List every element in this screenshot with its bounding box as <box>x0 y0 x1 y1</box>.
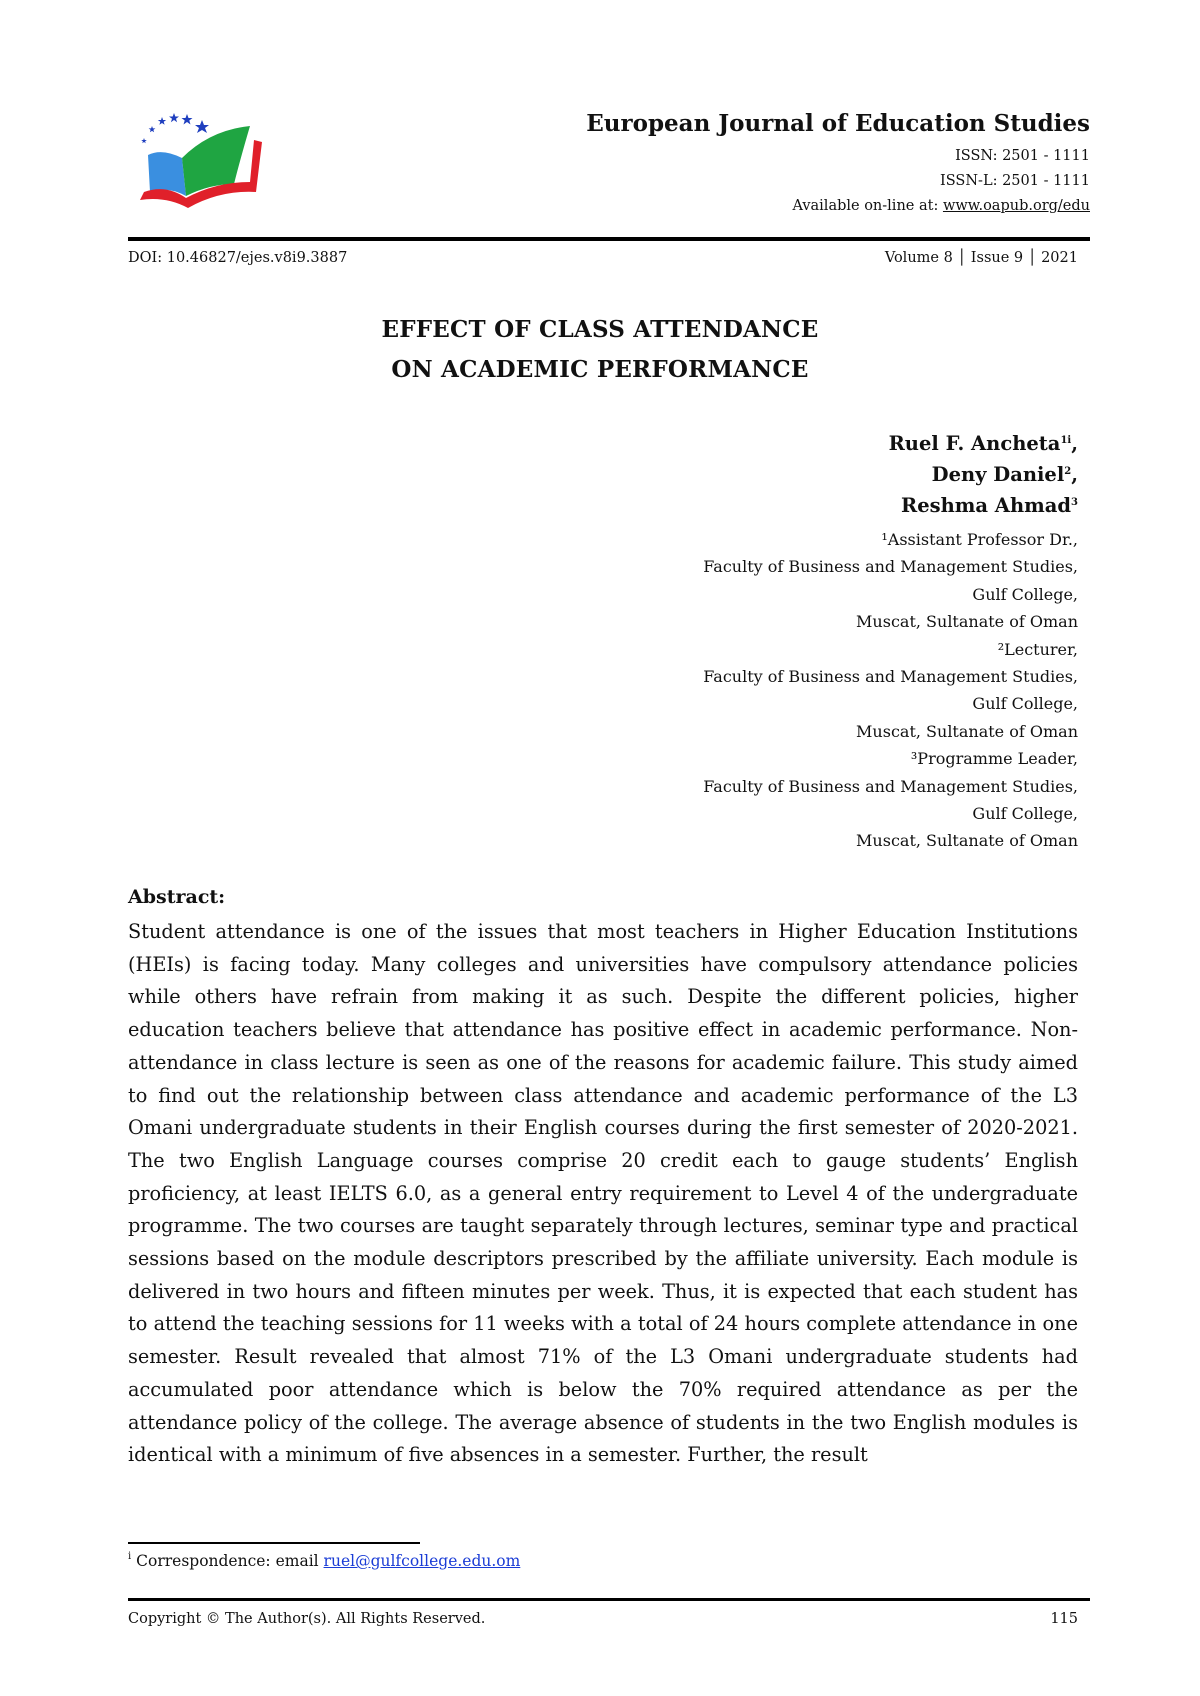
affiliation-line: Muscat, Sultanate of Oman <box>856 612 1078 632</box>
footnote <box>128 1552 520 1570</box>
affiliation-line: Gulf College, <box>972 694 1078 714</box>
doi: DOI: 10.46827/ejes.v8i9.3887 <box>128 250 348 266</box>
article-title-line-1: EFFECT OF CLASS ATTENDANCE <box>381 316 819 343</box>
issn: ISSN: 2501 - 1111 <box>955 148 1090 164</box>
abstract-heading: Abstract: <box>128 886 226 908</box>
journal-url-link[interactable]: www.oapub.org/edu <box>942 198 1090 214</box>
affiliation-line: Muscat, Sultanate of Oman <box>856 831 1078 851</box>
affiliation-line: Faculty of Business and Management Studies, <box>703 557 1078 577</box>
online-availability <box>792 198 1090 214</box>
footnote-prefix: Correspondence: email <box>131 1552 324 1570</box>
journal-title: European Journal of Education Studies <box>586 110 1090 137</box>
affiliation-line: ³Programme Leader, <box>910 749 1078 769</box>
affiliation-line: Gulf College, <box>972 804 1078 824</box>
online-prefix: Available on-line at: <box>792 198 943 214</box>
header-rule <box>128 237 1090 241</box>
affiliation-line: Muscat, Sultanate of Oman <box>856 721 1078 741</box>
journal-logo <box>140 100 270 210</box>
footer-rule <box>128 1598 1090 1601</box>
author-list <box>889 428 1078 521</box>
affiliation-line: ²Lecturer, <box>997 639 1078 659</box>
page-number: 115 <box>1050 1611 1078 1627</box>
volume-issue-year: Volume 8 │ Issue 9 │ 2021 <box>884 250 1078 266</box>
copyright: Copyright © The Author(s). All Rights Reserved. <box>128 1611 486 1627</box>
affiliation-line: Gulf College, <box>972 584 1078 604</box>
footnote-marker: i <box>128 1551 132 1562</box>
footnote-rule <box>128 1542 420 1544</box>
affiliation-line: ¹Assistant Professor Dr., <box>881 530 1078 549</box>
correspondence-email-link[interactable]: ruel@gulfcollege.edu.om <box>323 1552 521 1570</box>
author: Deny Daniel$^2$, <box>931 463 1078 486</box>
article-title-line-2: ON ACADEMIC PERFORMANCE <box>391 356 809 383</box>
issn-l: ISSN-L: 2501 - 1111 <box>940 173 1090 189</box>
author: Reshma Ahmad$^3$ <box>900 494 1078 517</box>
open-book-stars-icon <box>140 100 270 210</box>
affiliation-line: Faculty of Business and Management Studies, <box>703 667 1078 687</box>
author: Ruel F. Ancheta$^{1i}$, <box>888 432 1078 455</box>
affiliations <box>703 526 1078 855</box>
affiliation-line: Faculty of Business and Management Studies, <box>703 776 1078 796</box>
abstract-body: Student attendance is one of the issues that most teachers in Higher Education Institutions (HEIs) is facing today. Many colleges and universities have compulsory attendance policies while others have refrain from making it as such. Despite the different policies, higher education teachers believe that attendance has positive effect in academic performance. Non-attendance in class lecture is seen as one of the reasons for academic failure. This study aimed to find out the relationship between class attendance and academic performance of the L3 Omani undergraduate students in their English courses during the first semester of 2020-2021. The two English Language courses comprise 20 credit each to gauge students’ English proficiency, at least IELTS 6.0, as a general entry requirement to Level 4 of the undergraduate programme. The two courses are taught separately through lectures, seminar type and practical sessions based on the module descriptors prescribed by the affiliate university. Each module is delivered in two hours and fifteen minutes per week. Thus, it is expected that each student has to attend the teaching sessions for 11 weeks with a total of 24 hours complete attendance in one semester. Result revealed that almost 71% of the L3 Omani undergraduate students had accumulated poor attendance which is below the 70% required attendance as per the attendance policy of the college. The average absence of students in the two English modules is identical with a minimum of five absences in a semester. Further, the result <box>128 920 1078 1467</box>
